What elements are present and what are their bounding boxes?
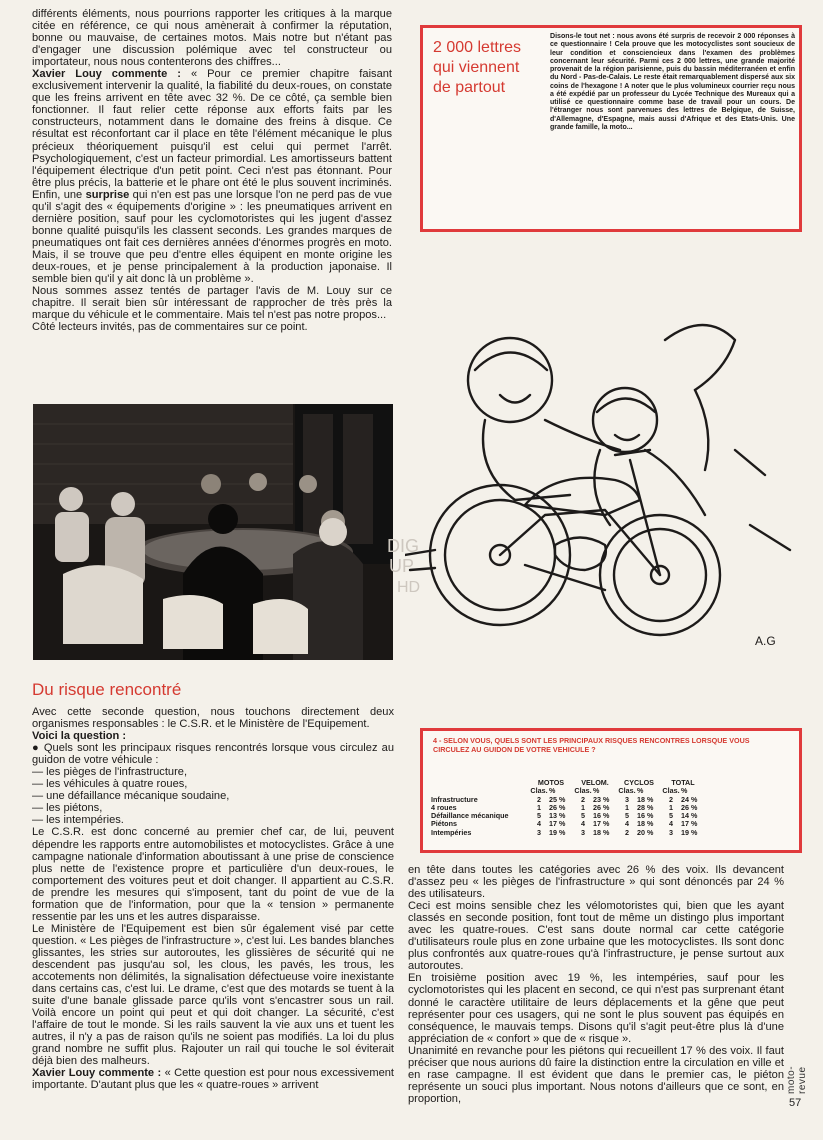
table-cell: 1 <box>537 802 541 812</box>
sidebar-title: 2 000 lettres qui viennent de partout <box>433 39 522 96</box>
paragraph: Nous sommes assez tentés de partager l'avis de M. Louy sur ce chapitre. Il serait bien sûr intéressant de rapprocher de très près la marque du véhicule et le commentaire. Mais tel n'est pas notre propos... <box>32 285 392 322</box>
option: — les véhicules à quatre roues, <box>32 778 188 791</box>
question: ● Quels sont les principaux risques rencontrés lorsque vous circulez au guidon de votre véhicule : <box>32 742 394 767</box>
table-cell: 26 % <box>549 802 566 812</box>
sidebar-text: Disons-le tout net : nous avons été surpris de recevoir 2 000 réponses à ce questionnaire ! Cela prouve que les motocyclistes sont soucieux de leur condition et consciencieux dans l'examen des problèmes concernant leur sécurité. Parmi ces 2 000 lettres, une grande majorité provenait de la région parisienne, puis du bassin méditerranéen et enfin du Nord - Pas-de-Calais. Le reste était remarquablement dispersé aux six coins de l'hexagone ! A noter que le plus volumineux courrier reçu nous a été expédié par un professeur du Lycée Technique des Mureaux qui a utilisé ce questionnaire comme base de travail pour un cours. De l'étranger nous sont parvenues des lettres de Belgique, de Suisse, d'Allemagne, d'Espagne, mais aussi d'Afrique et des Etats-Unis. Une grande famille, la moto... <box>550 33 795 131</box>
magazine-name: moto-revue <box>786 1065 808 1094</box>
table-title: 4 - SELON VOUS, QUELS SONT LES PRINCIPAUX RISQUES RENCONTRES LORSQUE VOUS CIRCULEZ AU GUIDON DE VOTRE VEHICULE ? <box>433 736 750 754</box>
table-cell: 13 % <box>549 811 566 821</box>
cartoon-motorcycle-illustration <box>405 300 805 680</box>
page-number: 57 <box>789 1097 802 1109</box>
table-cell: 2 <box>669 794 673 804</box>
table-cell: 19 % <box>681 827 698 837</box>
table-row <box>431 796 705 804</box>
article-column-top <box>32 8 392 333</box>
subheader: Clas. <box>618 786 636 796</box>
paragraph: En troisième position avec 19 %, les intempéries, sauf pour les cyclomotoristes qui les placent en second, ce qui n'est pas surprenant étant donné le caractère utilitaire de leurs déplacements et la gêne que peut représenter pour ces usagers, qui ne sont le plus souvent pas équipés en conséquence, le mauvais temps. Disons qu'il s'agit peut-être plus là d'une appréciation de « confort » que de « risque ». <box>408 972 784 1045</box>
option: — les pièges de l'infrastructure, <box>32 766 188 779</box>
group-header: CYCLOS <box>624 778 654 787</box>
paragraph: Côté lecteurs invités, pas de commentaires sur ce point. <box>32 321 308 334</box>
subheader: Clas. <box>662 786 680 796</box>
subheader: % <box>593 786 600 796</box>
table-cell: 5 <box>625 811 629 821</box>
speaker-lead: Xavier Louy commente : <box>32 1067 162 1080</box>
paragraph: Xavier Louy commente : « Pour ce premier chapitre faisant exclusivement intervenir la qualité, la fiabilité du deux-roues, on constate que les freins arrivent en tête avec 32 %. De ce côté, ça semble bien fonctionner. Il faut relier cette réponse aux efforts faits par les constructeurs, notamment dans le domaine des freins à disque. Ce résultat est réconfortant car il place en tête l'élément mécanique le plus précieux théoriquement puisqu'il est celui qui permet l'arrêt. Psychologiquement, c'est un facteur primordial. Les amortisseurs battent l'équipement électrique d'un petit point. Ceci n'est pas étonnant. Pour être plus précis, la batterie et le phare ont été le plus souvent incriminés. Enfin, une surprise qui n'en est pas une lorsque l'on ne perd pas de vue qu'il s'agit des « équipements d'origine » : les pneumatiques arrivent en dernière position, sauf pour les cyclomotoristes qui les jugent d'assez bonne qualité puisqu'ils les classent seconds. Les grandes marques de pneumatiques ont fait ces dernières années d'énormes progrès en moto. Mais, il se trouve que peu d'entre elles équipent en monte origine les deux-roues, et je pense principalement à la production japonaise. Il semble bien qu'il y ait donc là un problème ». <box>32 68 393 286</box>
table-cell: 3 <box>581 827 585 837</box>
svg-text:UP: UP <box>389 556 415 576</box>
table-cell: 18 % <box>593 827 610 837</box>
paragraph: différents éléments, nous pourrions rapporter les critiques à la marque citée en référence, ce qui nous amènerait à confirmer la réputation, bonne ou mauvaise, de certaines motos. Mais notre but n'étant pas d'engager une discussion polémique avec tel constructeur ou importateur, nous nous contenterons des chiffres... <box>32 8 392 69</box>
option: — une défaillance mécanique soudaine, <box>32 790 230 803</box>
table-cell: 2 <box>537 794 541 804</box>
table-cell: 17 % <box>549 819 566 829</box>
table-cell: 16 % <box>637 811 654 821</box>
table-cell: 17 % <box>593 819 610 829</box>
table-cell: 4 <box>537 819 541 829</box>
table-cell: 1 <box>669 802 673 812</box>
table-cell: 18 % <box>637 794 654 804</box>
table-cell: 1 <box>581 802 585 812</box>
subheader: Clas. <box>574 786 592 796</box>
table-cell: 23 % <box>593 794 610 804</box>
illustration-signature: A.G <box>755 634 776 648</box>
table-cell: 5 <box>581 811 585 821</box>
table-cell: 19 % <box>549 827 566 837</box>
article-column-bottom-right <box>408 864 784 1105</box>
table-cell: 3 <box>669 827 673 837</box>
article-column-bottom-left <box>32 706 394 1092</box>
table-cell: 25 % <box>549 794 566 804</box>
group-header: TOTAL <box>671 778 695 787</box>
table-cell: 2 <box>625 827 629 837</box>
subheader: % <box>681 786 688 796</box>
option: — les intempéries. <box>32 814 124 827</box>
svg-text:DIG: DIG <box>387 536 420 556</box>
question-lead: Voici la question : <box>32 730 127 743</box>
table-cell: 1 <box>625 802 629 812</box>
table-cell: 3 <box>537 827 541 837</box>
section-heading: Du risque rencontré <box>32 680 182 699</box>
table-row <box>431 812 705 820</box>
table-cell: 28 % <box>637 802 654 812</box>
row-label: 4 roues <box>431 802 457 812</box>
table-cell: 4 <box>669 819 673 829</box>
table-cell: 26 % <box>681 802 698 812</box>
results-table-box <box>420 728 802 853</box>
subheader: Clas. <box>530 786 548 796</box>
paragraph: en tête dans toutes les catégories avec 26 % des voix. Ils devancent d'assez peu « les pièges de l'infrastructure » qui sont dénoncés par 24 % des utilisateurs. <box>408 864 784 901</box>
group-header: MOTOS <box>537 778 565 787</box>
row-label: Piétons <box>431 819 457 829</box>
paragraph: Xavier Louy commente : « Cette question est pour nous excessivement importante. D'autant plus que les « quatre-roues » arrivent <box>32 1067 394 1092</box>
paragraph: Le C.S.R. est donc concerné au premier chef car, de lui, peuvent dépendre les rapports entre automobilistes et motocyclistes. Grâce à une campagne nationale d'information aboutissant à une prise de conscience plus nette de l'existence propre et particulière d'un deux-roues, le comportement des voitures peut et doit changer. Il appartient au C.S.R. de prendre les mesures qui s'imposent, tant du point de vue de la formation que de l'information, pour que la « tension » permanente ressentie par les uns et les autres disparaisse. <box>32 826 394 923</box>
emphasis: surprise <box>85 188 130 201</box>
table-cell: 26 % <box>593 802 610 812</box>
row-label: Défaillance mécanique <box>431 811 509 821</box>
table-cell: 16 % <box>593 811 610 821</box>
watermark-logo <box>385 530 445 610</box>
paragraph: Unanimité en revanche pour les piétons qui recueillent 17 % des voix. Il faut préciser que nous aurions dû faire la distinction entre la circulation en ville et en rase campagne. Il est évident que dans le premier cas, le piéton représente un souci plus important. Nous notons d'ailleurs que ce sont, en proportion, <box>408 1044 784 1105</box>
table-cell: 18 % <box>637 819 654 829</box>
speaker-lead: Xavier Louy commente : <box>32 68 181 81</box>
table-cell: 20 % <box>637 827 654 837</box>
paragraph: Ceci est moins sensible chez les vélomotoristes qui, bien que les ayant classés en seconde position, font tout de même un distingo plus important avec les quatre-roues. C'est sans doute normal car cette catégorie d'utilisateurs roule plus en zone urbaine que les motocyclistes. Ils sont donc plus confrontés aux quatre-roues qu'à l'infrastructure, je pense surtout aux autoroutes. <box>408 900 784 973</box>
row-label: Intempéries <box>431 827 472 837</box>
table-cell: 3 <box>625 794 629 804</box>
table-cell: 5 <box>537 811 541 821</box>
table-row <box>431 820 705 828</box>
table-cell: 5 <box>669 811 673 821</box>
row-label: Infrastructure <box>431 794 478 804</box>
table-cell: 4 <box>625 819 629 829</box>
table-row <box>431 829 705 837</box>
results-table <box>431 779 705 837</box>
paragraph: Avec cette seconde question, nous touchons directement deux organismes responsables : le C.S.R. et le Ministère de l'Equipement. <box>32 706 394 731</box>
subheader: % <box>637 786 644 796</box>
sidebar-box <box>420 25 802 232</box>
svg-text:HD: HD <box>397 579 421 596</box>
table-cell: 14 % <box>681 811 698 821</box>
table-cell: 24 % <box>681 794 698 804</box>
table-cell: 17 % <box>681 819 698 829</box>
table-cell: 2 <box>581 794 585 804</box>
subheader: % <box>549 786 556 796</box>
group-header: VELOM. <box>581 778 609 787</box>
paragraph: Le Ministère de l'Equipement est bien sûr également visé par cette question. « Les pièges de l'infrastructure », c'est lui. Les bandes blanches glissantes, les stries sur autoroutes, les glissières de sécurité qui ne descendent pas jusqu'au sol, les clous, les pavés, les trous, les accotements non délimités, la signalisation défectueuse voire inexistante dans certains cas, c'est lui. Le drame, c'est que des motards se tuent à la suite d'une banale glissade parce qu'ils vont s'encastrer sous un rail. Voilà encore un point qui peut et qui doit changer. La sécurité, c'est l'affaire de tout le monde. Si les rails sauvent la vie aux uns et tuent les autres, il n'y a pas de raison qu'ils ne soient pas modifiés. La loi du plus grand nombre ne suffit plus. Rajouter un rail qui touche le sol éviterait déjà bien des malheurs. <box>32 922 394 1068</box>
meeting-photo <box>33 404 393 660</box>
table-cell: 4 <box>581 819 585 829</box>
option: — les piétons, <box>32 802 103 815</box>
